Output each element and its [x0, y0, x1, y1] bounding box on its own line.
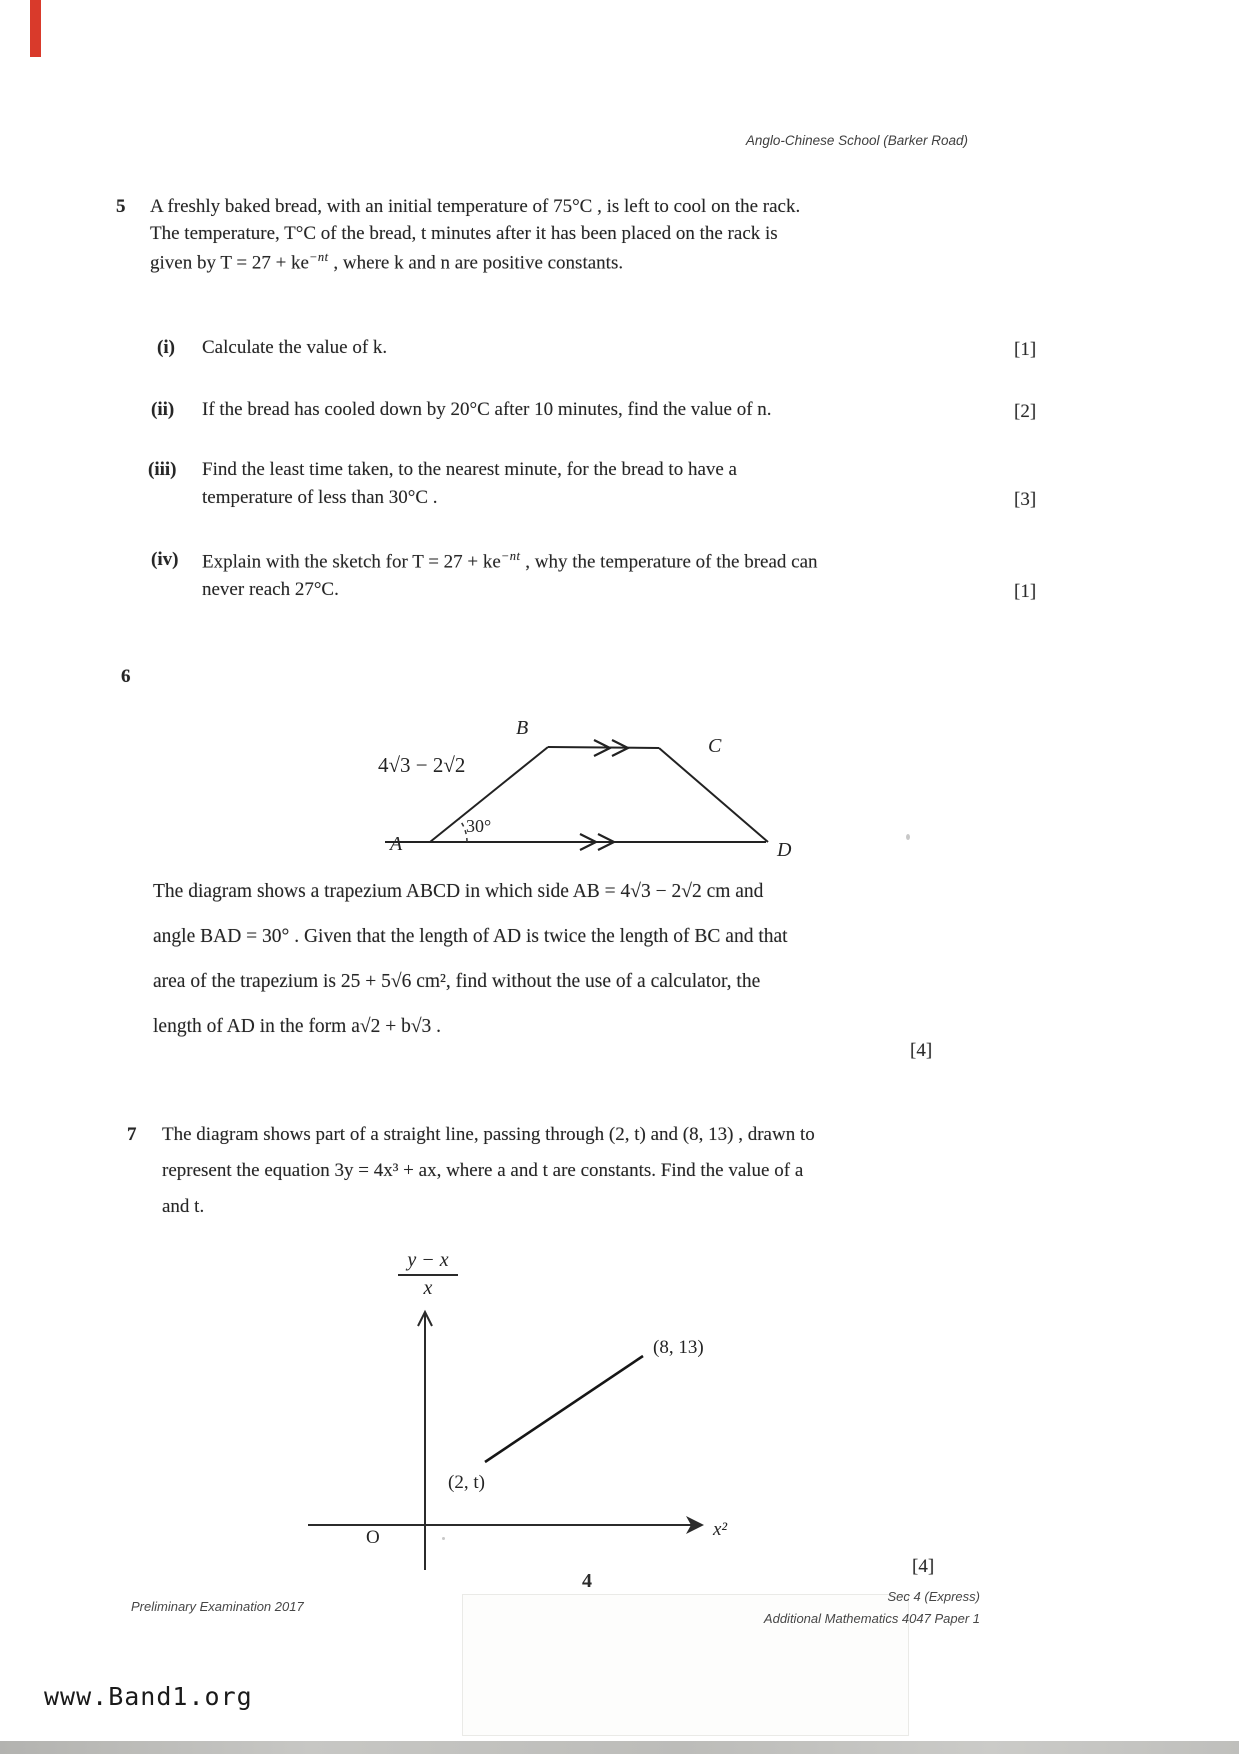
scan-speckle — [906, 834, 910, 840]
q5-part-iii-text-line2: temperature of less than 30°C . — [202, 487, 438, 508]
side-cd — [659, 748, 768, 842]
parallel-marks — [580, 740, 628, 850]
vertex-a-label: A — [390, 833, 403, 855]
vertex-d-label: D — [777, 839, 792, 861]
footer-stream: Sec 4 (Express) — [887, 1589, 980, 1604]
q7-mark: [4] — [912, 1556, 935, 1577]
angle-bad-label: 30° — [466, 816, 492, 836]
q6-text-line1: The diagram shows a trapezium ABCD in which side AB = 4√3 − 2√2 cm and — [153, 881, 764, 902]
q7-text-line2: represent the equation 3y = 4x³ + ax, where a and t are constants. Find the value of a — [162, 1160, 804, 1181]
watermark-url: www.Band1.org — [44, 1682, 253, 1711]
footer-exam-title: Preliminary Examination 2017 — [131, 1599, 304, 1614]
red-scan-mark — [30, 0, 41, 57]
trapezium-diagram — [340, 688, 820, 866]
q5-iv-formula-exponent: −nt — [500, 549, 521, 563]
q5-part-i-text: Calculate the value of k. — [202, 337, 388, 358]
q5-formula-exponent: −nt — [309, 250, 329, 264]
header-school-name: Anglo-Chinese School (Barker Road) — [745, 133, 968, 148]
q5-part-i-mark: [1] — [1014, 339, 1037, 360]
y-axis-label-denominator: x — [423, 1277, 433, 1299]
q5-part-iii-label: (iii) — [148, 459, 177, 480]
q5-number: 5 — [116, 196, 126, 217]
q6-text-line3: area of the trapezium is 25 + 5√6 cm², find without the use of a calculator, the — [153, 971, 761, 992]
q5-part-iv-text-line1 — [202, 549, 818, 573]
q5-part-iv-label: (iv) — [151, 549, 179, 570]
scan-edge-band — [0, 1741, 1239, 1754]
q5-formula-rest: , where k and n are positive constants. — [328, 252, 624, 274]
line-graph-diagram — [300, 1243, 780, 1578]
page-number: 4 — [582, 1570, 592, 1592]
q6-text-line2: angle BAD = 30° . Given that the length of AD is twice the length of BC and that — [153, 926, 788, 947]
q5-part-iv-mark: [1] — [1014, 581, 1037, 602]
point-8-13-label: (8, 13) — [653, 1337, 704, 1358]
point-2-t-label: (2, t) — [448, 1472, 485, 1493]
q5-iv-formula-base: Explain with the sketch for T = 27 + ke — [202, 551, 501, 573]
q5-part-ii-label: (ii) — [151, 399, 175, 420]
q5-part-iii-mark: [3] — [1014, 489, 1037, 510]
origin-label: O — [366, 1527, 380, 1548]
side-ab-length-label: 4√3 − 2√2 — [378, 753, 466, 777]
q5-part-i-label: (i) — [157, 337, 175, 358]
q5-part-iii-text-line1: Find the least time taken, to the nearest minute, for the bread to have a — [202, 459, 737, 480]
q7-number: 7 — [127, 1124, 137, 1145]
q5-intro-line1: A freshly baked bread, with an initial temperature of 75°C , is left to cool on the rack. — [150, 196, 801, 217]
q5-intro-line2: The temperature, T°C of the bread, t minutes after it has been placed on the rack is — [150, 223, 778, 244]
q5-part-ii-text: If the bread has cooled down by 20°C after 10 minutes, find the value of n. — [202, 399, 772, 420]
q7-text-line3: and t. — [162, 1196, 205, 1217]
y-axis-label-numerator: y − x — [398, 1249, 458, 1276]
footer-subject: Additional Mathematics 4047 Paper 1 — [763, 1611, 980, 1626]
q6-text-line4: length of AD in the form a√2 + b√3 . — [153, 1016, 442, 1037]
q5-part-iv-text-line2: never reach 27°C. — [202, 579, 339, 600]
side-bc — [548, 747, 659, 748]
q5-formula-base: given by T = 27 + ke — [150, 252, 309, 274]
q5-iv-formula-rest: , why the temperature of the bread can — [520, 551, 818, 573]
q5-intro-line3 — [150, 250, 623, 274]
straight-line — [485, 1356, 643, 1462]
q7-text-line1: The diagram shows part of a straight line, passing through (2, t) and (8, 13) , drawn to — [162, 1124, 815, 1145]
q6-number: 6 — [121, 666, 131, 687]
x-axis-label: x² — [713, 1519, 728, 1540]
q6-mark: [4] — [910, 1040, 933, 1061]
scan-speckle — [442, 1537, 445, 1540]
vertex-c-label: C — [708, 735, 722, 757]
vertex-b-label: B — [516, 717, 529, 739]
q5-part-ii-mark: [2] — [1014, 401, 1037, 422]
